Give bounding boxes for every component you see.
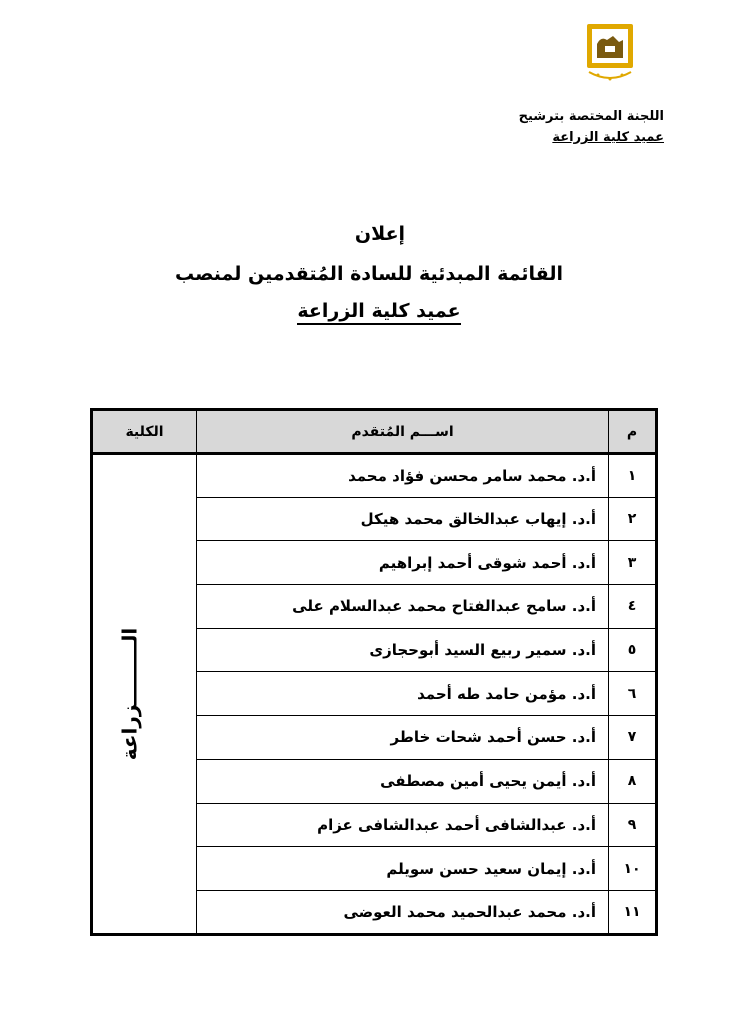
university-logo-icon bbox=[583, 22, 637, 84]
header-name: اســـم المُتقدم bbox=[197, 410, 609, 454]
list-subtitle: القائمة المبدئية للسادة المُتقدمين لمنصب bbox=[174, 263, 564, 285]
row-name: أ.د. إيهاب عبدالخالق محمد هيكل bbox=[197, 497, 609, 541]
committee-line-2: عميد كلية الزراعة bbox=[552, 130, 664, 145]
row-name: أ.د. سامح عبدالفتاح محمد عبدالسلام على bbox=[197, 585, 609, 629]
table-header-row bbox=[92, 410, 657, 454]
row-name: أ.د. أحمد شوقى أحمد إبراهيم bbox=[197, 541, 609, 585]
row-name: أ.د. محمد سامر محسن فؤاد محمد bbox=[197, 454, 609, 498]
row-num: ٦ bbox=[609, 672, 657, 716]
row-name: أ.د. حسن أحمد شحات خاطر bbox=[197, 716, 609, 760]
row-name: أ.د. عبدالشافى أحمد عبدالشافى عزام bbox=[197, 803, 609, 847]
row-name: أ.د. محمد عبدالحميد محمد العوضى bbox=[197, 890, 609, 934]
faculty-cell bbox=[92, 454, 197, 935]
row-num: ١ bbox=[609, 454, 657, 498]
row-num: ٨ bbox=[609, 759, 657, 803]
table-row bbox=[92, 454, 657, 498]
candidates-table bbox=[90, 408, 658, 936]
row-name: أ.د. سمير ربيع السيد أبوحجازى bbox=[197, 628, 609, 672]
row-num: ٣ bbox=[609, 541, 657, 585]
row-num: ٩ bbox=[609, 803, 657, 847]
row-num: ٤ bbox=[609, 585, 657, 629]
committee-line-1: اللجنة المختصة بترشيح bbox=[518, 109, 664, 124]
announcement-title: إعلان bbox=[354, 223, 406, 245]
header-faculty: الكلية bbox=[92, 410, 197, 454]
row-num: ٢ bbox=[609, 497, 657, 541]
position-title: عميد كلية الزراعة bbox=[297, 300, 460, 325]
row-num: ١٠ bbox=[609, 847, 657, 891]
row-name: أ.د. إيمان سعيد حسن سويلم bbox=[197, 847, 609, 891]
university-logo bbox=[583, 22, 637, 84]
row-num: ٧ bbox=[609, 716, 657, 760]
committee-header bbox=[519, 106, 664, 148]
row-name: أ.د. أيمن يحيى أمين مصطفى bbox=[197, 759, 609, 803]
row-num: ١١ bbox=[609, 890, 657, 934]
titles-block bbox=[0, 223, 738, 325]
row-num: ٥ bbox=[609, 628, 657, 672]
row-name: أ.د. مؤمن حامد طه أحمد bbox=[197, 672, 609, 716]
header-num: م bbox=[609, 410, 657, 454]
faculty-value: الـــــــــزراعة bbox=[116, 627, 141, 761]
